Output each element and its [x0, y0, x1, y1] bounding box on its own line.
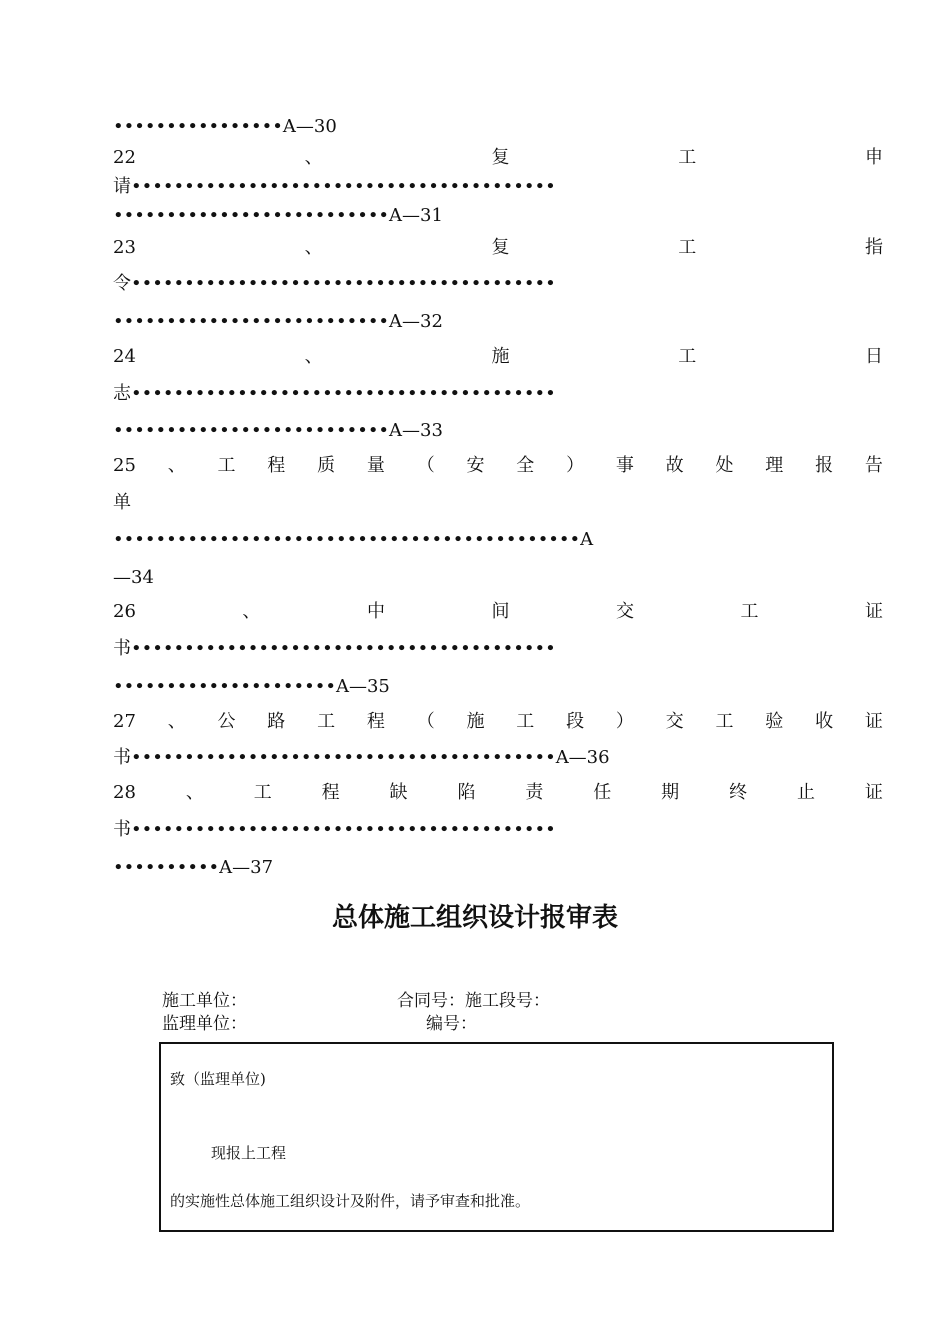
entry-char: 工: [253, 782, 272, 803]
body-text: 的实施性总体施工组织设计及附件，请予审查和批准。: [170, 1192, 531, 1210]
entry-char: 工: [217, 455, 236, 476]
entry-char: 证: [864, 711, 883, 732]
entry-char: 间: [491, 601, 510, 622]
entry-char: 量: [366, 455, 385, 476]
toc-entry-28-cont: [113, 819, 883, 841]
form-box: [159, 1042, 834, 1232]
toc-entry-25-cont: [113, 492, 883, 514]
entry-char: 质: [317, 455, 336, 476]
toc-entry-22: [113, 147, 883, 169]
entry-char: 事: [615, 455, 634, 476]
entry-char: 证: [865, 601, 883, 622]
entry-char: 终: [729, 782, 748, 803]
leader-dots: ••••••••••••••••••••••••••••••••••••••••••••: [113, 529, 581, 550]
toc-entry-24: [113, 346, 883, 368]
toc-entry-25: [113, 455, 883, 477]
entry-char: 证: [864, 782, 883, 803]
entry-char: 、: [167, 455, 186, 476]
entry-char: 复: [491, 237, 510, 258]
entry-char: 志: [113, 383, 131, 404]
page-ref: A—36: [555, 747, 610, 768]
toc-entry-23-cont: [113, 273, 883, 295]
addressee-text: 致（监理单位): [170, 1070, 266, 1088]
entry-char: 缺: [389, 782, 408, 803]
entry-char: 报: [815, 455, 834, 476]
entry-char: 交: [665, 711, 684, 732]
entry-char: 书: [113, 819, 131, 840]
entry-char: ）: [566, 455, 585, 476]
report-line-text: 现报上工程: [211, 1144, 287, 1162]
contract-no-label: 合同号：施工段号：: [397, 991, 550, 1011]
entry-number: 27: [113, 711, 136, 732]
toc-entry-26-cont: [113, 638, 883, 660]
entry-number: 25: [113, 455, 136, 476]
entry-char: 书: [113, 638, 131, 659]
leader-dots: ••••••••••: [113, 857, 220, 878]
entry-char: （: [416, 711, 435, 732]
toc-entry-27-cont: [113, 747, 883, 769]
entry-char: （: [416, 455, 435, 476]
toc-entry-23-page: [113, 311, 883, 333]
toc-entry-27: [113, 711, 883, 733]
construction-unit-label: 施工单位：: [162, 991, 247, 1011]
entry-char: 、: [304, 237, 323, 258]
entry-char: 、: [242, 601, 261, 622]
entry-number: 24: [113, 346, 136, 367]
entry-char: 、: [167, 711, 186, 732]
toc-line-a30: [113, 116, 883, 138]
page-ref: A: [580, 529, 594, 550]
page-ref: A—35: [335, 676, 390, 697]
entry-char: 书: [113, 747, 131, 768]
entry-number: 23: [113, 237, 136, 258]
toc-entry-24-cont: [113, 383, 883, 405]
leader-dots: ••••••••••••••••••••••••••: [113, 311, 390, 332]
entry-char: 责: [525, 782, 544, 803]
entry-char: 请: [113, 176, 131, 197]
entry-char: 程: [366, 711, 385, 732]
leader-dots: ••••••••••••••••••••••••••••••••••••••••: [131, 747, 556, 768]
page-ref: —34: [113, 567, 154, 588]
entry-char: 指: [864, 237, 883, 258]
entry-char: 施: [491, 346, 510, 367]
toc-entry-24-page: [113, 420, 883, 442]
page-ref: A—30: [282, 116, 337, 137]
toc-entry-22-cont: [113, 176, 883, 198]
entry-char: 程: [321, 782, 340, 803]
toc-entry-26: [113, 601, 883, 623]
entry-char: 止: [796, 782, 815, 803]
entry-char: 交: [615, 601, 634, 622]
entry-char: 令: [113, 273, 131, 294]
entry-char: 收: [815, 711, 834, 732]
leader-dots: ••••••••••••••••: [113, 116, 283, 137]
leader-dots: ••••••••••••••••••••••••••••••••••••••••: [131, 273, 556, 294]
serial-no-label: 编号：: [426, 1014, 477, 1034]
entry-char: 期: [661, 782, 680, 803]
page-ref: A—31: [389, 205, 443, 226]
leader-dots: ••••••••••••••••••••••••••: [113, 205, 390, 226]
leader-dots: ••••••••••••••••••••••••••••••••••••••••: [131, 176, 556, 197]
entry-char: ）: [615, 711, 634, 732]
entry-char: 、: [185, 782, 204, 803]
entry-char: 申: [864, 147, 883, 168]
entry-char: 工: [715, 711, 734, 732]
entry-char: 程: [267, 455, 286, 476]
leader-dots: ••••••••••••••••••••••••••: [113, 420, 390, 441]
leader-dots: ••••••••••••••••••••••••••••••••••••••••: [131, 638, 556, 659]
toc-entry-28-page: [113, 857, 883, 879]
leader-dots: •••••••••••••••••••••: [113, 676, 336, 697]
entry-char: 工: [678, 237, 697, 258]
entry-char: 施: [466, 711, 485, 732]
entry-char: 复: [491, 147, 510, 168]
leader-dots: ••••••••••••••••••••••••••••••••••••••••: [131, 819, 556, 840]
entry-char: 安: [466, 455, 485, 476]
toc-entry-25-page: [113, 567, 883, 589]
entry-number: 22: [113, 147, 136, 168]
toc-entry-22-page: [113, 205, 883, 227]
entry-char: 中: [366, 601, 385, 622]
page-ref: A—32: [389, 311, 443, 332]
entry-char: 、: [304, 346, 323, 367]
entry-char: 陷: [457, 782, 476, 803]
entry-char: 日: [864, 346, 883, 367]
entry-char: 工: [516, 711, 535, 732]
entry-char: 段: [566, 711, 585, 732]
toc-entry-26-page: [113, 676, 883, 698]
entry-char: 工: [678, 346, 697, 367]
entry-char: 、: [304, 147, 323, 168]
entry-char: 处: [715, 455, 734, 476]
entry-char: 工: [740, 601, 759, 622]
entry-char: 工: [678, 147, 697, 168]
page-ref: A—33: [389, 420, 443, 441]
form-title: 总体施工组织设计报审表: [331, 903, 618, 933]
page-ref: A—37: [219, 857, 274, 878]
entry-char: 路: [267, 711, 286, 732]
toc-entry-23: [113, 237, 883, 259]
entry-char: 工: [317, 711, 336, 732]
leader-dots: ••••••••••••••••••••••••••••••••••••••••: [131, 383, 556, 404]
entry-char: 故: [665, 455, 684, 476]
entry-number: 26: [113, 601, 136, 622]
entry-char: 任: [593, 782, 612, 803]
entry-char: 告: [864, 455, 883, 476]
entry-char: 公: [217, 711, 236, 732]
entry-char: 单: [113, 492, 131, 513]
toc-entry-28: [113, 782, 883, 804]
toc-entry-25-dots: [113, 529, 883, 551]
entry-char: 验: [765, 711, 784, 732]
entry-char: 理: [765, 455, 784, 476]
supervision-unit-label: 监理单位：: [162, 1014, 247, 1034]
entry-number: 28: [113, 782, 136, 803]
entry-char: 全: [516, 455, 535, 476]
